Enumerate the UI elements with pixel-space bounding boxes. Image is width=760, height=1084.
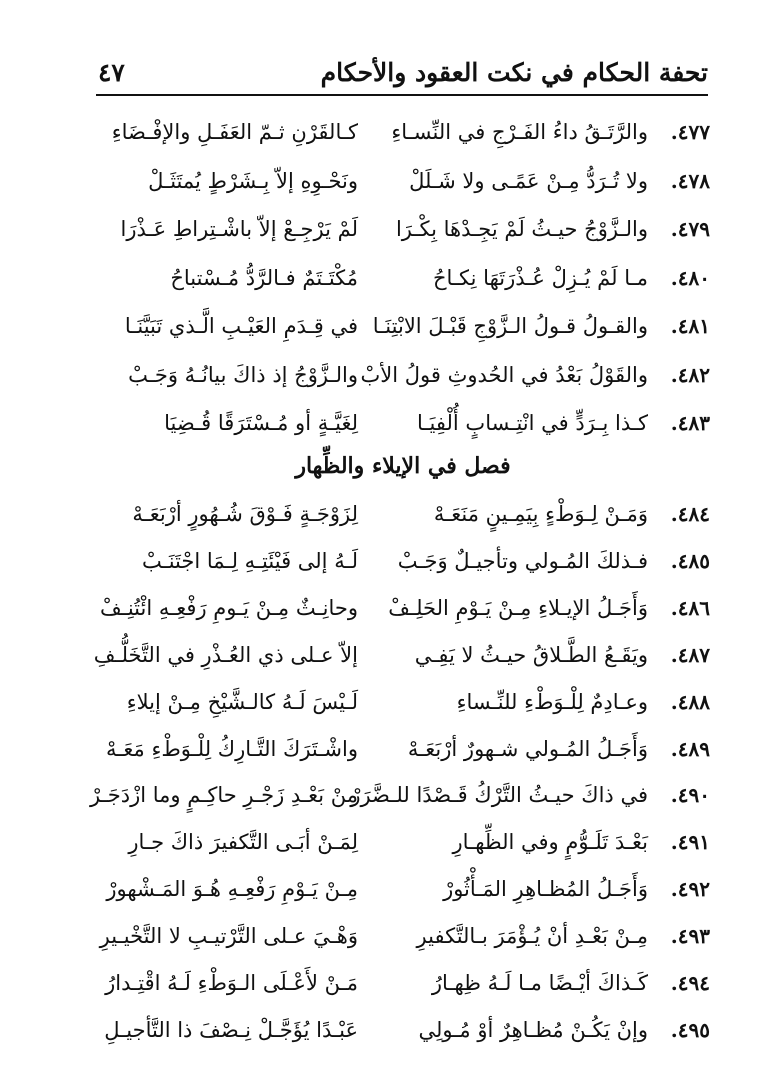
verse-first-hemistich: مِـنْ بَعْـدِ أنْ يُـؤْمَرَ بـالتَّكفيرِ	[416, 924, 648, 949]
verse-line	[96, 494, 710, 534]
verse-number: ٤٨٢.	[670, 362, 710, 387]
page-header	[96, 50, 708, 96]
verse-number: ٤٨٩.	[670, 736, 710, 761]
verse-line	[96, 822, 710, 862]
verse-first-hemistich: وعـادِمٌ لِلْـوَطْءِ للنِّـساءِ	[456, 689, 648, 714]
verse-second-hemistich: لَـهُ إلى فَيْئَتِـهِ لِـمَا اجْتَنَـبْ	[141, 548, 358, 573]
verse-second-hemistich: لِزَوْجَـةٍ فَـوْقَ شُـهُورٍ أرْبَعَـهْ	[132, 502, 358, 526]
verse-second-hemistich: مِـنْ يَـوْمِ رَفْعِـهِ هُـوَ المَـشْهورْ	[106, 877, 358, 902]
verse-first-hemistich: والـزَّوْجُ حيـثُ لَمْ يَجِـدْهَا بِكْـرَا	[395, 217, 648, 241]
verse-number: ٤٩١.	[670, 830, 710, 855]
verse-line	[96, 112, 710, 152]
verse-first-hemistich: ويَقَـعُ الطَّـلاقُ حيـثُ لا يَفِـي	[414, 642, 648, 667]
verse-number: ٤٨٧.	[670, 642, 710, 667]
verse-second-hemistich: لَـيْسَ لَـهُ كالـشَّيْخِ مِـنْ إيلاءِ	[126, 689, 358, 714]
verse-number: ٤٩٠.	[670, 783, 710, 808]
verse-number: ٤٩٤.	[670, 971, 710, 995]
verse-number: ٤٧٨.	[670, 168, 710, 193]
verse-number: ٤٧٩.	[670, 217, 710, 241]
verse-line	[93, 635, 710, 675]
verse-line	[96, 161, 710, 201]
verse-number: ٤٨٤.	[670, 502, 710, 526]
verse-second-hemistich: عَبْـدًا يُؤَجَّـلْ نِـصْفَ ذا التَّأجيـلِ	[104, 1017, 358, 1042]
verse-first-hemistich: وَأَجَـلُ المُـولي شـهورٌ أرْبَعَـهْ	[407, 736, 648, 761]
verse-line	[96, 1010, 710, 1050]
verse-first-hemistich: ولا تُـرَدُّ مِـنْ عَمًـى ولا شَـلَلْ	[409, 168, 648, 193]
verse-first-hemistich: كَـذاكَ أيْـضًا مـا لَـهُ ظِهـارُ	[431, 971, 648, 995]
verse-second-hemistich: في قِـدَمِ العَيْـبِ الَّـذي تَبَيَّنَـا	[124, 314, 358, 338]
verse-line	[96, 588, 710, 628]
verse-first-hemistich: في ذاكَ حيـثُ التَّرْكُ قَـصْدًا للـضَّرَرْ	[350, 783, 648, 808]
verse-first-hemistich: مـا لَمْ يُـزِلْ عُـذْرَتَهَا نِكـاحُ	[432, 265, 648, 290]
section-title: فصل في الإيلاء والظِّهار	[295, 453, 511, 479]
verse-second-hemistich: كـالقَرْنِ ثـمّ العَفَـلِ والإفْـضَاءِ	[111, 120, 358, 144]
verse-number: ٤٨٣.	[670, 411, 710, 435]
verse-first-hemistich: فـذلكَ المُـولي وتأجيـلٌ وَجَـبْ	[397, 548, 648, 573]
verse-second-hemistich: إلاّ عـلى ذي العُـذْرِ في التَّخَلُّـفِ	[93, 642, 358, 667]
verse-number: ٤٨٠.	[670, 265, 710, 290]
verse-second-hemistich: وحانِـثٌ مِـنْ يَـومِ رَفْعِـهِ ائْتُنِـفْ	[99, 595, 358, 620]
verse-first-hemistich: والقـولُ قـولُ الـزَّوْجِ قَبْـلَ الابْتِنَـا	[372, 314, 648, 338]
verse-line	[96, 916, 710, 956]
verse-number: ٤٩٣.	[670, 924, 710, 949]
book-title: تحفة الحكام في نكت العقود والأحكام	[320, 58, 708, 87]
verse-number: ٤٨١.	[670, 314, 710, 338]
verse-line	[96, 306, 710, 346]
verse-line	[96, 355, 710, 395]
verse-first-hemistich: وَمَـنْ لِـوَطْءٍ بِيَمِـينٍ مَنَعَـهْ	[433, 502, 648, 526]
verse-line	[96, 209, 710, 249]
verse-number: ٤٨٦.	[670, 595, 710, 620]
verse-line	[96, 682, 710, 722]
verse-second-hemistich: لِمَـنْ أبَـى التَّكفيرَ ذاكَ جـارِ	[128, 830, 358, 855]
verse-second-hemistich: لَمْ يَرْجِـعْ إلاّ باشْـتِراطِ عَـذْرَا	[120, 217, 358, 241]
verse-second-hemistich: مُكْتَـتَمٌ فـالرَّدُّ مُـسْتباحُ	[170, 265, 358, 290]
verse-line	[96, 729, 710, 769]
verse-second-hemistich: والـزَّوْجُ إذ ذاكَ بيانُـهُ وَجَـبْ	[128, 362, 358, 387]
verse-second-hemistich: مِنْ بَعْـدِ زَجْـرِ حاكِـمٍ وما ازْدَجَـرْ	[90, 783, 358, 808]
verse-line	[96, 403, 710, 443]
verse-line	[96, 258, 710, 298]
verse-first-hemistich: والقَوْلُ بَعْدُ في الحُدوثِ قولُ الأبْ	[360, 362, 648, 387]
verse-first-hemistich: وَأَجَـلُ الإيـلاءِ مِـنْ يَـوْمِ الحَلِـفْ	[388, 595, 648, 620]
verse-number: ٤٨٨.	[670, 689, 710, 714]
verse-first-hemistich: بَعْـدَ تَلَـوُّمٍ وفي الظِّهـارِ	[452, 830, 648, 855]
verse-first-hemistich: وإنْ يَكُـنْ مُظـاهِرٌ أوْ مُـولِي	[418, 1017, 648, 1042]
verse-second-hemistich: مَـنْ لأَعْـلَى الـوَطْءِ لَـهُ اقْتِـدارُ	[105, 971, 358, 995]
verse-line	[90, 775, 710, 815]
verse-first-hemistich: وَأَجَـلُ المُظـاهِرِ المَـأْثُورْ	[443, 877, 648, 902]
verse-line	[96, 869, 710, 909]
verse-second-hemistich: لِغَيَّـةٍ أو مُـسْتَرَقًا قُـضِيَا	[164, 411, 358, 435]
verse-first-hemistich: والرَّتَـقُ داءُ الفَـرْجِ في النِّسـاءِ	[391, 120, 648, 144]
verse-number: ٤٧٧.	[670, 120, 710, 144]
verse-second-hemistich: ونَحْـوِهِ إلاّ بِـشَرْطٍ يُمتَثَـلْ	[148, 168, 358, 193]
verse-second-hemistich: وَهْـيَ عـلى التَّرْتيـبِ لا التَّخْيـيرِ	[99, 924, 358, 949]
verse-first-hemistich: كـذا بِـرَدٍّ في انْتِـسابٍ أُلْفِيَـا	[417, 411, 648, 435]
verse-second-hemistich: واشْـتَرَكَ التَّـارِكُ لِلْـوَطْءِ مَعَـهْ	[106, 736, 358, 761]
verse-line	[96, 963, 710, 1003]
verse-line	[96, 541, 710, 581]
verse-number: ٤٨٥.	[670, 548, 710, 573]
page-number: ٤٧	[98, 58, 125, 87]
verse-number: ٤٩٥.	[670, 1017, 710, 1042]
verse-number: ٤٩٢.	[670, 877, 710, 902]
